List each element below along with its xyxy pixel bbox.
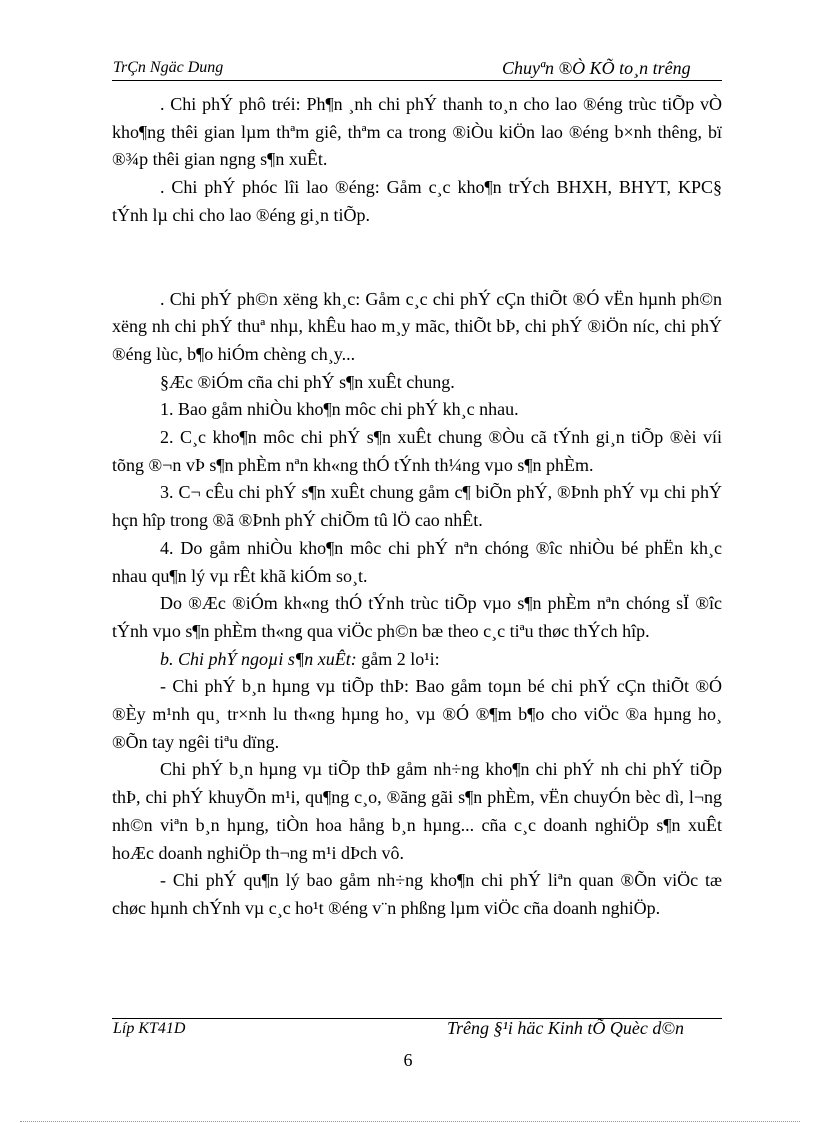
heading-b-rest: gåm 2 lo¹i: xyxy=(356,648,440,669)
paragraph-characteristics-heading: §Æc ®iÓm cña chi phÝ s¶n xuÊt chung. xyxy=(160,371,455,392)
paragraph-point-4: 4. Do gåm nhiÒu kho¶n môc chi phÝ nªn chóng ®îc nhiÒu bé phËn kh¸c nhau qu¶n lý vµ rÊt khã kiÓm so¸t. xyxy=(112,537,722,586)
header-title: Chuyªn ®Ò KÕ to¸n trêng xyxy=(502,58,691,78)
paragraph-selling-cost-detail: Chi phÝ b¸n hµng vµ tiÕp thÞ gåm nh÷ng kho¶n chi phÝ nh chi phÝ tiÕp thÞ, chi phÝ khuyÕn m¹i, qu¶ng c¸o, ®ãng gãi s¶n phÈm, vËn chuyÓn bèc dì, l¬ng nh©n viªn b¸n hµng, tiÒn hoa hång b¸n hµng... cña c¸c doanh nghiÖp s¶n xuÊt hoÆc doanh nghiÖp th¬ng m¹i dÞch vô. xyxy=(112,759,722,863)
heading-b-italic: b. Chi phÝ ngoµi s¶n xuÊt: xyxy=(160,648,357,669)
paragraph-overtime-cost: . Chi phÝ phô tréi: Ph¶n ¸nh chi phÝ thanh to¸n cho lao ®éng trùc tiÕp vÒ kho¶ng thêi gian lµm thªm giê, thªm ca trong ®iÒu kiÖn lao ®éng b×nh thêng, bï ®¾p thêi gian ngng s¶n xuÊt. xyxy=(112,94,722,170)
paragraph-other-workshop-cost: . Chi phÝ ph©n xëng kh¸c: Gåm c¸c chi phÝ cÇn thiÕt ®Ó vËn hµnh ph©n xëng nh chi phÝ thuª nhµ, khÊu hao m¸y mãc, thiÕt bÞ, chi phÝ ®iÖn níc, chi phÝ ®éng lùc, b¶o hiÓm chèng ch¸y... xyxy=(112,288,722,364)
paragraph-point-2: 2. C¸c kho¶n môc chi phÝ s¶n xuÊt chung ®Òu cã tÝnh gi¸n tiÕp ®èi víi tõng ®¬n vÞ s¶n phÈm nªn kh«ng thÓ tÝnh th¼ng vµo s¶n phÈm. xyxy=(112,427,722,475)
page-edge-dotted-line xyxy=(20,1121,800,1122)
footer-class: Líp KT41D xyxy=(113,1020,186,1037)
paragraph-selling-cost: - Chi phÝ b¸n hµng vµ tiÕp thÞ: Bao gåm toµn bé chi phÝ cÇn thiÕt ®Ó ®Èy m¹nh qu¸ tr×nh lu th«ng hµng ho¸ vµ ®Ó ®¶m b¶o cho viÖc ®a hµng ho¸ ®Õn tay ngêi tiªu dïng. xyxy=(112,676,722,752)
header-rule xyxy=(112,80,722,81)
page-number: 6 xyxy=(403,1050,413,1070)
footer-university: Trêng §¹i häc Kinh tÕ Quèc d©n xyxy=(447,1018,685,1038)
paragraph-admin-cost: - Chi phÝ qu¶n lý bao gåm nh÷ng kho¶n chi phÝ liªn quan ®Õn viÖc tæ chøc hµnh chÝnh vµ c¸c ho¹t ®éng v¨n phßng lµm viÖc cña doanh nghiÖp. xyxy=(112,870,722,918)
paragraph-allocation: Do ®Æc ®iÓm kh«ng thÓ tÝnh trùc tiÕp vµo s¶n phÈm nªn chóng sÏ ®îc tÝnh vµo s¶n phÈm th«ng qua viÖc ph©n bæ theo c¸c tiªu thøc thÝch hîp. xyxy=(112,593,722,641)
heading-non-production-cost xyxy=(112,646,722,674)
document-body xyxy=(112,91,722,923)
paragraph-welfare-cost: . Chi phÝ phóc lîi lao ®éng: Gåm c¸c kho¶n trÝch BHXH, BHYT, KPC§ tÝnh lµ chi cho lao ®éng gi¸n tiÕp. xyxy=(112,177,722,225)
paragraph-point-1: 1. Bao gåm nhiÒu kho¶n môc chi phÝ kh¸c nhau. xyxy=(160,399,519,420)
paragraph-point-3: 3. C¬ cÊu chi phÝ s¶n xuÊt chung gåm c¶ biÕn phÝ, ®Þnh phÝ vµ chi phÝ hçn hîp trong ®ã ®Þnh phÝ chiÕm tû lÖ cao nhÊt. xyxy=(112,482,722,531)
header-author: TrÇn Ngäc Dung xyxy=(113,59,224,76)
blank-gap xyxy=(112,230,722,286)
